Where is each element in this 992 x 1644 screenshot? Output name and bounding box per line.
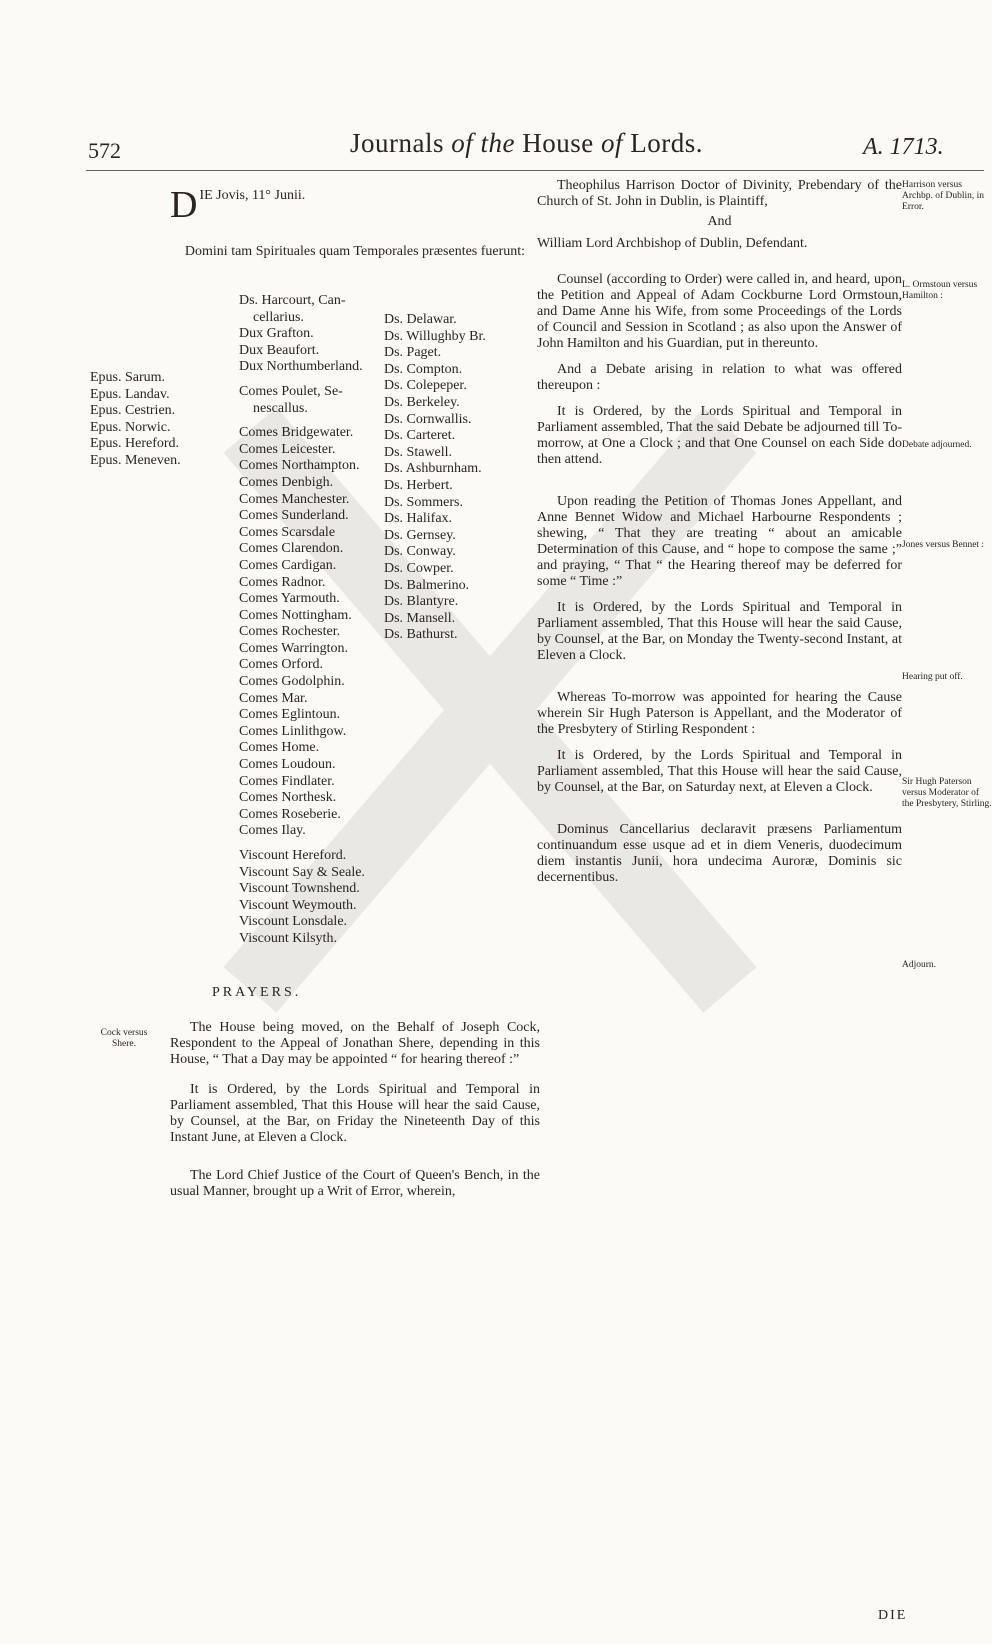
list-item: Ds. Cornwallis. — [384, 411, 472, 427]
page-title — [350, 128, 703, 159]
list-item: Comes Poulet, Se- — [239, 383, 343, 399]
title-word: Journals — [350, 128, 444, 158]
list-item: Comes Northesk. — [239, 790, 337, 806]
paragraph-paterson-order: It is Ordered, by the Lords Spiritual and Temporal in Parliament assembled, That this House will hear the said Cause, by Counsel, at the Bar, on Saturday next, at Eleven a Clock. — [537, 748, 902, 795]
title-word: House — [522, 128, 594, 158]
list-item: Epus. Sarum. — [90, 370, 166, 385]
list-item: Comes Nottingham. — [239, 607, 352, 623]
paragraph-harrison: Theophilus Harrison Doctor of Divinity, Prebendary of the Church of St. John in Dublin, is Plaintiff, — [537, 178, 902, 209]
prayers-heading: PRAYERS. — [212, 985, 302, 1000]
present-heading: Domini tam Spirituales quam Temporales præsentes fuerunt: — [184, 244, 526, 259]
list-item: Comes Findlater. — [239, 773, 335, 789]
drop-cap: D — [170, 184, 198, 226]
list-item: Comes Ilay. — [239, 823, 306, 839]
list-item: Comes Yarmouth. — [239, 591, 340, 607]
list-item: Comes Scarsdale — [239, 524, 336, 540]
list-item: Ds. Bathurst. — [384, 627, 458, 643]
paragraph-counsel: Counsel (according to Order) were called in, and heard, upon the Petition and Appeal of Adam Cockburne Lord Ormstoun, and Dame Anne his Wife, from some Proceedings of the Lords of Council and Session in Scotland ; as also upon the Answer of John Hamilton and his Guardian, put in thereunto. — [537, 272, 902, 351]
list-item: Comes Denbigh. — [239, 474, 334, 490]
and-line: And — [707, 214, 732, 229]
list-item: Ds. Willughby Br. — [384, 328, 486, 344]
list-item: Viscount Townshend. — [239, 881, 360, 897]
title-word: of — [601, 128, 624, 158]
list-item: Epus. Hereford. — [90, 436, 180, 452]
list-item: Comes Clarendon. — [239, 541, 344, 557]
list-item: Ds. Cowper. — [384, 560, 454, 576]
page-number: 572 — [88, 138, 121, 163]
paragraph-cock-motion: The House being moved, on the Behalf of Joseph Cock, Respondent to the Appeal of Jonathan Shere, depending in this House, “ That a Day may be appointed “ for hearing thereof :” — [170, 1020, 540, 1067]
list-item: Comes Mar. — [239, 690, 308, 706]
margin-note-paterson: Sir Hugh Paterson versus Moderator of the Presbytery, Stirling. — [902, 777, 992, 809]
list-item: Dux Northumberland. — [239, 359, 363, 375]
list-item: Ds. Herbert. — [384, 477, 453, 493]
cock-section — [170, 1020, 540, 1200]
paragraph-archbishop: William Lord Archbishop of Dublin, Defendant. — [537, 236, 808, 251]
paragraph-jones: Upon reading the Petition of Thomas Jones Appellant, and Anne Bennet Widow and Michael Harbourne Respondents ; shewing, “ That they are treating “ about an amicable Determination of this Cause, and “ hope to compose the same ;” and praying, “ That “ the Hearing thereof may be deferred for some “ Time :” — [537, 494, 902, 589]
list-item: Ds. Delawar. — [384, 312, 457, 327]
list-item: Ds. Compton. — [384, 361, 463, 377]
margin-note-adjourn: Adjourn. — [902, 960, 937, 970]
margin-note-hearing: Hearing put off. — [902, 672, 963, 682]
margin-note-jones: Jones versus Bennet : — [902, 540, 985, 550]
list-item: Comes Orford. — [239, 657, 323, 673]
list-item: Comes Linlithgow. — [239, 723, 347, 739]
list-item: Epus. Landav. — [90, 386, 170, 402]
bishops-list — [90, 370, 181, 470]
list-item: Ds. Halifax. — [384, 511, 453, 527]
right-column — [537, 178, 902, 886]
lords-list-second — [384, 312, 486, 644]
list-item: Comes Leicester. — [239, 441, 336, 457]
list-item: Comes Sunderland. — [239, 508, 349, 524]
margin-note-harrison: Harrison versus Archbp. of Dublin, in Error. — [902, 180, 985, 212]
header-rule — [86, 170, 984, 171]
list-item: Ds. Blantyre. — [384, 594, 459, 610]
list-item: Ds. Gernsey. — [384, 527, 456, 543]
list-item: Viscount Lonsdale. — [239, 914, 348, 930]
lords-list-first — [239, 293, 365, 948]
paragraph-debate: And a Debate arising in relation to what was offered thereupon : — [537, 362, 902, 393]
title-word: the — [480, 128, 516, 158]
margin-note-debate: Debate adjourned. — [902, 440, 972, 450]
list-item: Ds. Paget. — [384, 345, 442, 361]
title-word: of — [451, 128, 474, 158]
list-item: cellarius. — [253, 309, 304, 325]
list-item: Comes Home. — [239, 740, 320, 756]
year-heading: A. 1713. — [863, 134, 944, 160]
title-word: Lords. — [630, 128, 704, 158]
list-item: Ds. Stawell. — [384, 444, 453, 460]
margin-note-ormstoun: L. Ormstoun versus Hamilton : — [902, 280, 978, 301]
list-item: Comes Manchester. — [239, 491, 350, 507]
list-item: Epus. Cestrien. — [90, 403, 176, 419]
list-item: Comes Bridgewater. — [239, 425, 354, 441]
list-item: Comes Eglintoun. — [239, 707, 341, 723]
list-item: Comes Godolphin. — [239, 674, 345, 690]
paragraph-jones-order: It is Ordered, by the Lords Spiritual and Temporal in Parliament assembled, That this House will hear the said Cause, by Counsel, at the Bar, on Monday the Twenty-second Instant, at Eleven a Clock. — [537, 600, 902, 663]
list-item: Ds. Conway. — [384, 544, 456, 560]
list-item: Comes Cardigan. — [239, 557, 337, 573]
paragraph-debate-order: It is Ordered, by the Lords Spiritual and Temporal in Parliament assembled, That the said Debate be adjourned till To-morrow, at One a Clock ; and that One Counsel on each Side do then attend. — [537, 404, 902, 467]
paragraph-adjourn: Dominus Cancellarius declaravit præsens Parliamentum continuandum esse usque ad et in diem Veneris, duodecimum diem instantis Junii, hora undecima Auroræ, Dominis sic decernentibus. — [537, 822, 902, 885]
list-item: Ds. Colepeper. — [384, 378, 467, 394]
list-item: Epus. Norwic. — [90, 419, 171, 435]
left-column — [170, 178, 540, 260]
list-item: Ds. Balmerino. — [384, 577, 470, 593]
list-item: Viscount Weymouth. — [239, 897, 357, 913]
paragraph-paterson: Whereas To-morrow was appointed for hearing the Cause wherein Sir Hugh Paterson is Appellant, and the Moderator of the Presbytery of Stirling Respondent : — [537, 690, 902, 737]
margin-note-cock: Cock versus Shere. — [100, 1028, 148, 1049]
list-item: Ds. Sommers. — [384, 494, 463, 510]
date-text: IE Jovis, 11° Junii. — [199, 188, 306, 203]
list-item: Viscount Hereford. — [239, 848, 347, 863]
list-item: Epus. Meneven. — [90, 452, 181, 468]
list-item: Viscount Kilsyth. — [239, 930, 337, 946]
catchword: DIE — [878, 1608, 908, 1623]
paragraph-cock-order: It is Ordered, by the Lords Spiritual and Temporal in Parliament assembled, That this House will hear the said Cause, by Counsel, at the Bar, on Friday the Nineteenth Day of this Instant June, at Eleven a Clock. — [170, 1082, 540, 1145]
list-item: Ds. Mansell. — [384, 610, 456, 626]
list-item: Comes Roseberie. — [239, 806, 341, 822]
list-item: Viscount Say & Seale. — [239, 864, 365, 880]
list-item: Comes Radnor. — [239, 574, 326, 590]
list-item: Ds. Ashburnham. — [384, 461, 482, 477]
list-item: Ds. Berkeley. — [384, 394, 460, 410]
list-item: Comes Warrington. — [239, 640, 349, 656]
date-heading — [170, 178, 540, 226]
list-item: Comes Northampton. — [239, 458, 360, 474]
list-item: Ds. Harcourt, Can- — [239, 293, 346, 308]
list-item: Ds. Carteret. — [384, 428, 456, 444]
list-item: Dux Beaufort. — [239, 342, 320, 358]
list-item: Comes Rochester. — [239, 624, 341, 640]
list-item: Dux Grafton. — [239, 326, 314, 342]
paragraph-writ: The Lord Chief Justice of the Court of Queen's Bench, in the usual Manner, brought up a Writ of Error, wherein, — [170, 1168, 540, 1199]
list-item: Comes Loudoun. — [239, 757, 336, 773]
list-item: nescallus. — [253, 400, 308, 416]
